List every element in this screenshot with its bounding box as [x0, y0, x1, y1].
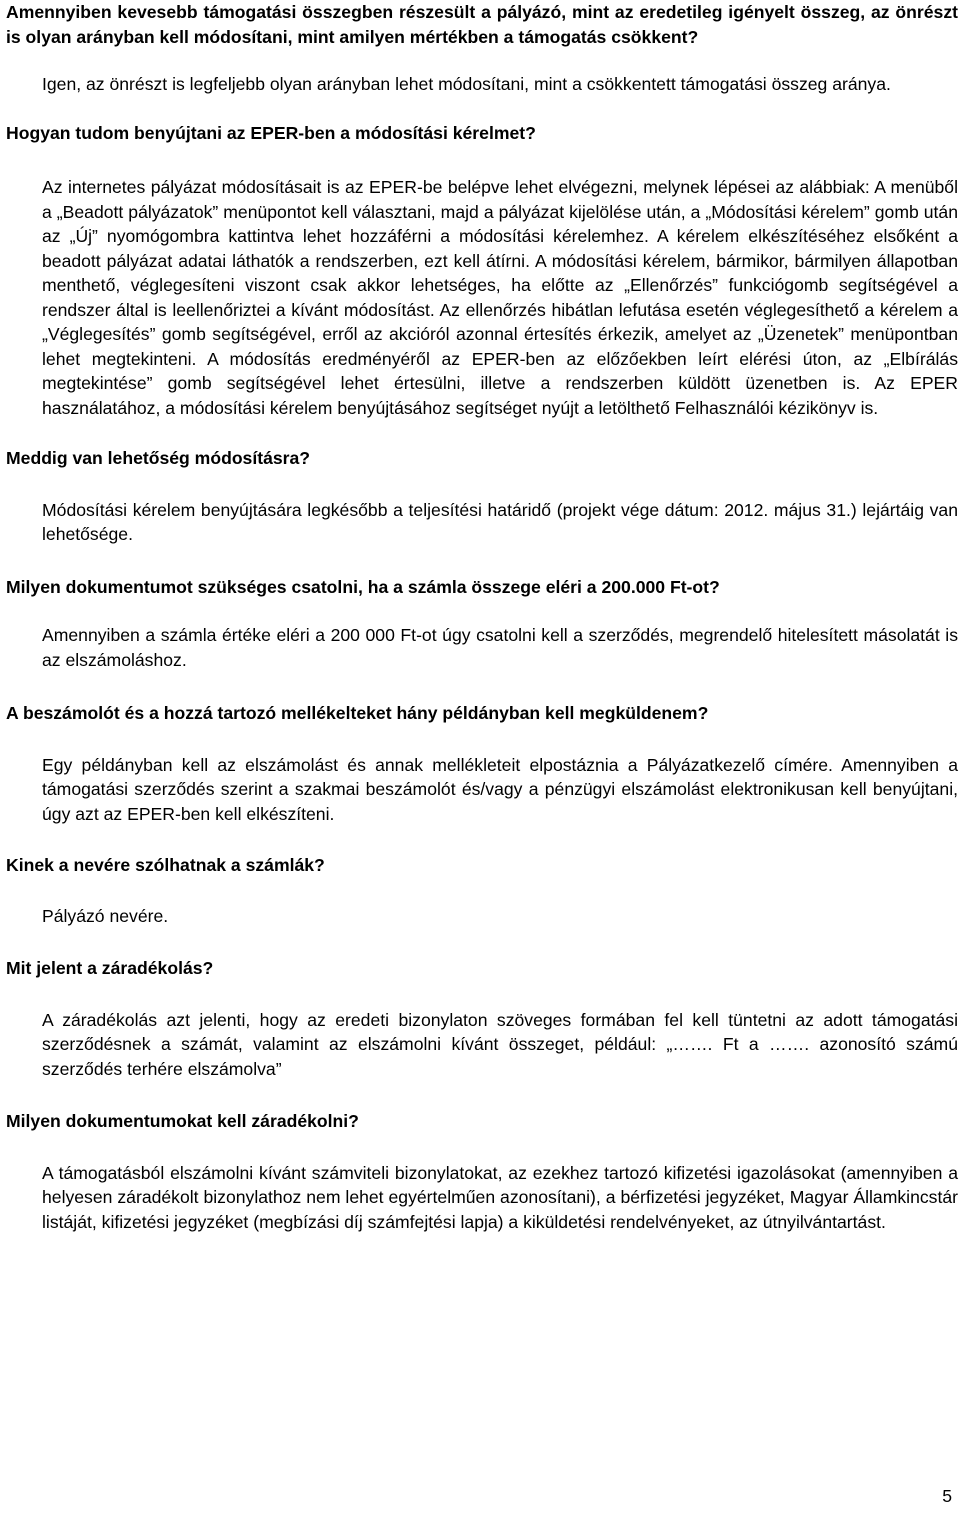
faq-question-6: Kinek a nevére szólhatnak a számlák?	[6, 855, 325, 875]
faq-content	[6, 0, 958, 1234]
faq-question-4: Milyen dokumentumot szükséges csatolni, ha a számla összege eléri a 200.000 Ft-ot?	[6, 576, 720, 597]
faq-question-1: Amennyiben kevesebb támogatási összegben részesült a pályázó, mint az eredetileg igényelt összeg, az önrészt is olyan arányban kell módosítani, mint amilyen mértékben a támogatás csökkent?	[6, 2, 958, 47]
faq-answer-8: A támogatásból elszámolni kívánt számviteli bizonylatokat, az ezekhez tartozó kifizetési igazolásokat (amennyiben a helyesen záradékolt bizonylathoz nem lehet egyértelműen azonosítani), a bérfizetési jegyzéket, Magyar Államkincstár listáját, kifizetési jegyzéket (megbízási díj számfejtési lapja) a kiküldetési rendelvényeket, az útnyilvántartást.	[42, 1162, 958, 1232]
faq-answer-5: Egy példányban kell az elszámolást és annak mellékleteit elpostáznia a Pályázatkezelő címére. Amennyiben a támogatási szerződés szerint a szakmai beszámolót és/vagy a pénzügyi elszámolást elektronikusan kell benyújtani, úgy azt az EPER-ben kell elkészíteni.	[42, 754, 958, 824]
page-number: 5	[942, 1486, 952, 1506]
faq-question-2: Hogyan tudom benyújtani az EPER-ben a módosítási kérelmet?	[6, 122, 536, 143]
faq-answer-1: Igen, az önrészt is legfeljebb olyan arányban lehet módosítani, mint a csökkentett támogatási összeg aránya.	[42, 74, 891, 94]
faq-question-7: Mit jelent a záradékolás?	[6, 958, 214, 978]
faq-answer-3: Módosítási kérelem benyújtására legkésőbb a teljesítési határidő (projekt vége dátum: 2012. május 31.) lejártáig van lehetősége.	[42, 499, 958, 544]
faq-answer-6: Pályázó nevére.	[42, 905, 169, 926]
faq-answer-7: A záradékolás azt jelenti, hogy az eredeti bizonylaton szöveges formában fel kell tüntetni az adott támogatási szerződésnek a számát, valamint az elszámolni kívánt összeget, például: „……. Ft a ……. azonosító számú szerződés terhére elszámolva”	[42, 1009, 958, 1079]
faq-answer-4: Amennyiben a számla értéke eléri a 200 000 Ft-ot úgy csatolni kell a szerződés, megrendelő hitelesített másolatát is az elszámoláshoz.	[42, 625, 958, 670]
faq-answer-2: Az internetes pályázat módosításait is az EPER-be belépve lehet elvégezni, melynek lépései az alábbiak: A menüből a „Beadott pályázatok” menüpontot kell választani, majd a pályázat kijelölése után, a „Módosítási kérelem” gomb után az „Új” nyomógombra kattintva lehet hozzáférni a módosítási kérelemhez. A kérelem elkészítéséhez elsőként a beadott pályázat adatai láthatók a rendszerben, ezt kell átírni. A módosítási kérelem, bármikor, bármilyen állapotban menthető, véglegesíteni viszont csak akkor lehetséges, ha előtte az „Ellenőrzés” funkciógomb segítségével a rendszer által is leellenőriztei a kívánt módosítást. Az ellenőrzés hibátlan lefutása esetén véglegesíthető a kérelem a „Véglegesítés” gomb segítségével, erről az akcióról azonnal értesítés érkezik, amelyet az „Üzenetek” menüpontban lehet megtekinteni. A módosítás eredményéről az EPER-ben az előzőekben leírt elérési úton, az „Elbírálás megtekintése” gomb segítségével lehet értesülni, illetve a rendszerben küldött üzenetben is. Az EPER használatához, a módosítási kérelem benyújtásához segítséget nyújt a letölthető Felhasználói kézikönyv is.	[42, 177, 958, 418]
faq-question-3: Meddig van lehetőség módosításra?	[6, 448, 311, 468]
faq-question-5: A beszámolót és a hozzá tartozó mellékelteket hány példányban kell megküldenem?	[6, 703, 709, 723]
faq-question-8: Milyen dokumentumokat kell záradékolni?	[6, 1111, 359, 1131]
